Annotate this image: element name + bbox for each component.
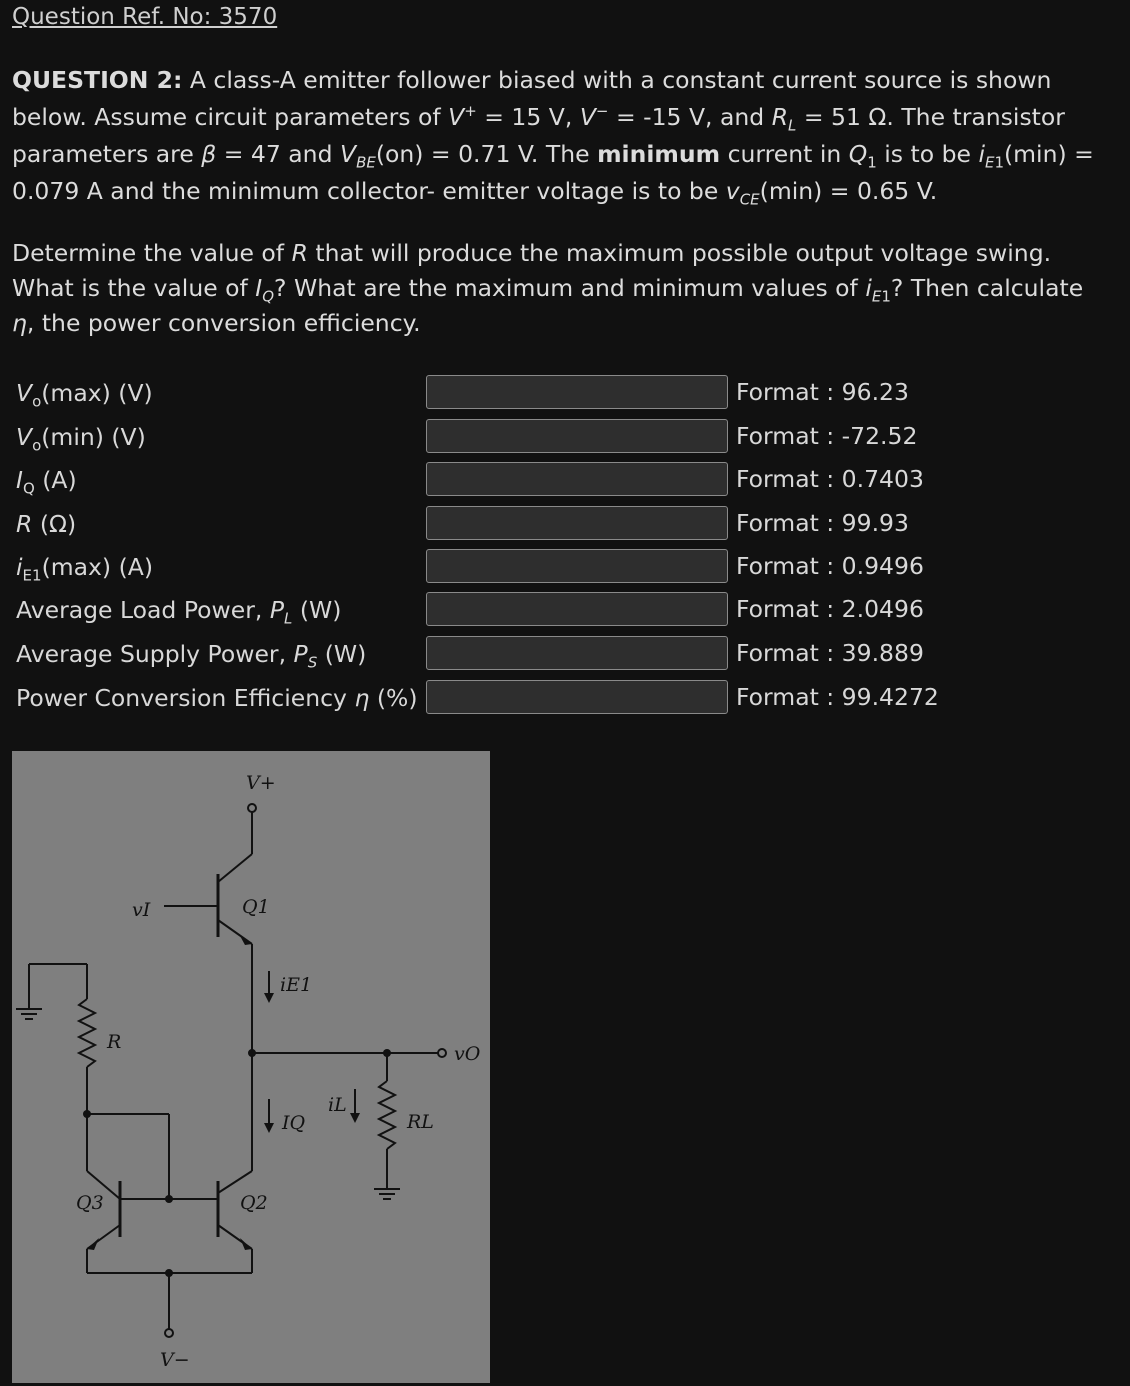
label-vo-min: $V_o(\min)$ (V) (16, 423, 146, 455)
task-text: Determine the value of R that will produce the maximum possible output voltage swing. What is the value of $I_Q$? What are the maximum and minimum values of $i_{E1}$? Then calculate η, the power conversion efficiency. (12, 239, 1084, 337)
ps-input[interactable] (426, 636, 728, 670)
answer-row-vo-max (16, 375, 1116, 411)
format-hint: Format : 99.93 (736, 509, 909, 537)
ie1-label: iE1 (280, 974, 313, 996)
q2-label: Q2 (240, 1192, 268, 1214)
format-hint: Format : 2.0496 (736, 595, 924, 623)
format-hint: Format : -72.52 (736, 422, 918, 450)
answer-row-ie1-max (16, 549, 1116, 585)
r-input[interactable] (426, 506, 728, 540)
question-text: QUESTION 2: A class-A emitter follower biased with a constant current source is shown below. Assume circuit parameters of V+ = 15 V, V− = -15 V, and $R_L = 51$ Ω. The transistor parameters are β = 47 and $V_{BE}(on) = 0.71$ V. The minimum current in $Q_1$ is to be $i_{E1}(\min) = 0.079$ A and the minimum collector- emitter voltage is to be $v_{CE}(\min) = 0.65$ V. (12, 66, 1094, 209)
label-r: R (Ω) (16, 510, 77, 538)
vo-min-input[interactable] (426, 419, 728, 453)
il-label: iL (328, 1094, 347, 1116)
iq-label: IQ (282, 1112, 306, 1134)
rl-label: RL (407, 1111, 434, 1133)
format-hint: Format : 99.4272 (736, 683, 939, 711)
vo-max-input[interactable] (426, 375, 728, 409)
label-vo-max: $V_o(\max)$ (V) (16, 379, 153, 411)
circuit-diagram (12, 751, 490, 1383)
label-ps: Average Supply Power, $P_S$ (W) (16, 640, 367, 672)
answer-row-ps (16, 636, 1116, 672)
label-ie1-max: $i_{E1}(\max)$ (A) (16, 553, 153, 585)
format-hint: Format : 39.889 (736, 639, 924, 667)
vi-label: vI (132, 899, 151, 921)
question-ref: Question Ref. No: 3570 (12, 4, 278, 30)
efficiency-input[interactable] (426, 680, 728, 714)
label-iq: $I_Q$ (A) (16, 466, 77, 498)
answer-row-efficiency (16, 680, 1116, 716)
iq-input[interactable] (426, 462, 728, 496)
vplus-terminal (248, 804, 256, 812)
vminus-label: V− (160, 1349, 190, 1371)
label-efficiency: Power Conversion Efficiency η (%) (16, 684, 418, 712)
format-hint: Format : 96.23 (736, 378, 909, 406)
q3-label: Q3 (76, 1192, 104, 1214)
question-heading: QUESTION 2: (12, 66, 183, 94)
circuit-schematic (12, 751, 490, 1383)
format-hint: Format : 0.7403 (736, 465, 924, 493)
vplus-label: V+ (246, 772, 276, 794)
vo-label: vO (454, 1043, 481, 1065)
format-hint: Format : 0.9496 (736, 552, 924, 580)
answer-row-iq (16, 462, 1116, 498)
pl-input[interactable] (426, 592, 728, 626)
r-label: R (107, 1031, 122, 1053)
label-pl: Average Load Power, $P_L$ (W) (16, 596, 342, 628)
ie1-max-input[interactable] (426, 549, 728, 583)
answer-row-r (16, 506, 1116, 542)
answer-row-vo-min (16, 419, 1116, 455)
answer-row-pl (16, 592, 1116, 628)
q1-label: Q1 (242, 896, 270, 918)
